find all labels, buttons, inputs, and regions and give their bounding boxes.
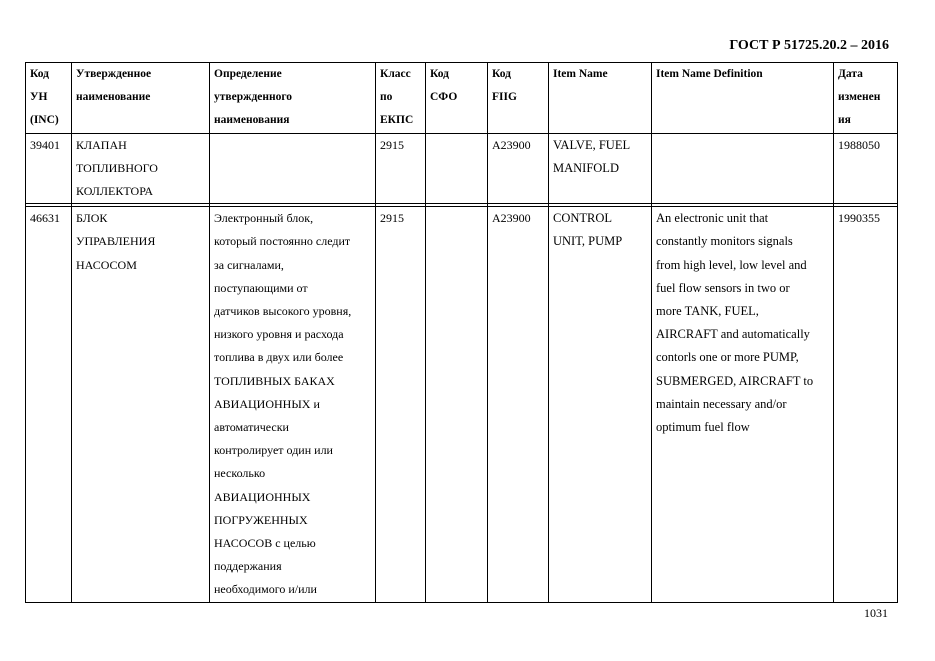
column-header-date: Дата изменен ия: [834, 63, 898, 134]
cell-item-name: CONTROL UNIT, PUMP: [549, 207, 652, 602]
column-header-inc: Код УН (INC): [26, 63, 72, 134]
cell-inc: 39401: [26, 133, 72, 204]
cell-fiig: A23900: [488, 133, 549, 204]
column-header-item-definition: Item Name Definition: [652, 63, 834, 134]
column-header-item-name: Item Name: [549, 63, 652, 134]
cell-inc: 46631: [26, 207, 72, 602]
column-header-class: Класс по ЕКПС: [376, 63, 426, 134]
cell-definition: Электронный блок, который постоянно следит за сигналами, поступающими от датчиков высокого уровня, низкого уровня и расхода топлива в двух или более ТОПЛИВНЫХ БАКАХ АВИАЦИОННЫХ и автоматически контролирует один или несколько АВИАЦИОННЫХ ПОГРУЖЕННЫХ НАСОСОВ с целью поддержания необходимого и/или: [210, 207, 376, 602]
cell-fiig: A23900: [488, 207, 549, 602]
cell-item-definition: [652, 133, 834, 204]
table-row: [26, 207, 898, 602]
cell-date: 1988050: [834, 133, 898, 204]
cell-approved-name: БЛОК УПРАВЛЕНИЯ НАСОСОМ: [72, 207, 210, 602]
cell-date: 1990355: [834, 207, 898, 602]
column-header-definition: Определение утвержденного наименования: [210, 63, 376, 134]
column-header-sfo: Код СФО: [426, 63, 488, 134]
cell-class: 2915: [376, 133, 426, 204]
table-row: [26, 133, 898, 204]
cell-sfo: [426, 133, 488, 204]
column-header-approved-name: Утвержденное наименование: [72, 63, 210, 134]
table-header-row: [26, 63, 898, 134]
page-number: 1031: [864, 606, 888, 620]
cell-item-name: VALVE, FUEL MANIFOLD: [549, 133, 652, 204]
document-header: ГОСТ Р 51725.20.2 – 2016: [729, 38, 889, 53]
cell-approved-name: КЛАПАН ТОПЛИВНОГО КОЛЛЕКТОРА: [72, 133, 210, 204]
cell-item-definition: An electronic unit that constantly monitors signals from high level, low level and fuel flow sensors in two or more TANK, FUEL, AIRCRAFT and automatically contorls one or more PUMP, SUBMERGED, AIRCRAFT to maintain necessary and/or optimum fuel flow: [652, 207, 834, 602]
catalog-table: [25, 62, 898, 603]
cell-definition: [210, 133, 376, 204]
column-header-fiig: Код FIIG: [488, 63, 549, 134]
cell-class: 2915: [376, 207, 426, 602]
cell-sfo: [426, 207, 488, 602]
